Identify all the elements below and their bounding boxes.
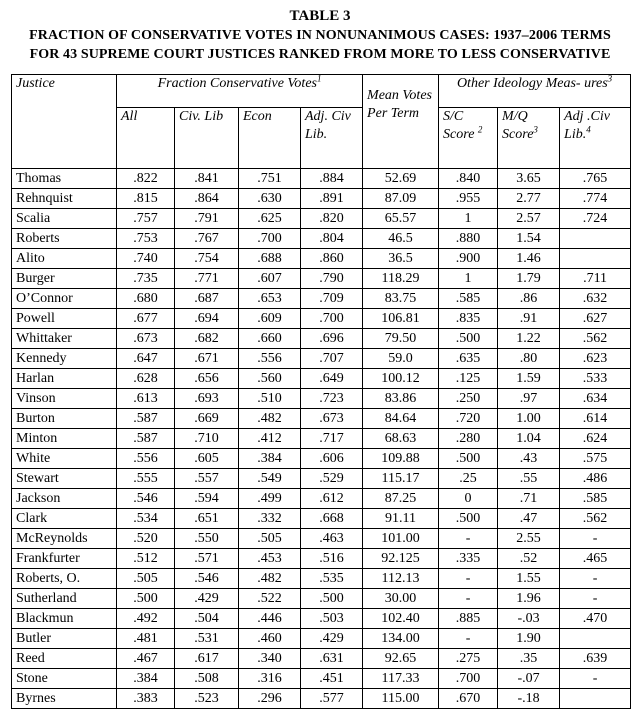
footnote-marker: 3 — [607, 73, 613, 84]
adj-civ-lib-value: .804 — [301, 229, 363, 249]
header-mean-votes: Mean Votes Per Term — [363, 75, 439, 169]
sc-score-value: .125 — [439, 369, 498, 389]
table-row — [12, 229, 631, 249]
all-value: .520 — [117, 529, 175, 549]
sc-score-value: 0 — [439, 489, 498, 509]
justice-name: Burton — [12, 409, 117, 429]
adj-civ-lib-2-value: - — [560, 529, 631, 549]
mean-votes-value: 118.29 — [363, 269, 439, 289]
table-title — [0, 0, 640, 64]
mean-votes-value: 109.88 — [363, 449, 439, 469]
adj-civ-lib-value: .516 — [301, 549, 363, 569]
justice-name: Clark — [12, 509, 117, 529]
civ-lib-value: .687 — [175, 289, 239, 309]
civ-lib-value: .571 — [175, 549, 239, 569]
mean-votes-value: 83.75 — [363, 289, 439, 309]
sc-score-value: .585 — [439, 289, 498, 309]
civ-lib-value: .504 — [175, 609, 239, 629]
mq-score-value: 1.00 — [498, 409, 560, 429]
adj-civ-lib-value: .631 — [301, 649, 363, 669]
table-row — [12, 589, 631, 609]
mean-votes-value: 30.00 — [363, 589, 439, 609]
adj-civ-lib-value: .673 — [301, 409, 363, 429]
civ-lib-value: .671 — [175, 349, 239, 369]
justice-name: Scalia — [12, 209, 117, 229]
justice-name: Harlan — [12, 369, 117, 389]
table-row — [12, 449, 631, 469]
sc-score-value: .670 — [439, 689, 498, 709]
table-row — [12, 329, 631, 349]
adj-civ-lib-2-value — [560, 629, 631, 649]
mean-votes-value: 106.81 — [363, 309, 439, 329]
econ-value: .505 — [239, 529, 301, 549]
mean-votes-value: 115.17 — [363, 469, 439, 489]
table-number: TABLE 3 — [289, 8, 351, 24]
mq-score-value: 2.57 — [498, 209, 560, 229]
adj-civ-lib-2-value: .765 — [560, 169, 631, 189]
adj-civ-lib-value: .606 — [301, 449, 363, 469]
table-row — [12, 549, 631, 569]
justice-name: Stone — [12, 669, 117, 689]
adj-civ-lib-value: .820 — [301, 209, 363, 229]
all-value: .753 — [117, 229, 175, 249]
header-fraction-group: Fraction Conservative Votes$^1$ — [117, 75, 363, 108]
mean-votes-value: 83.86 — [363, 389, 439, 409]
justice-name: Reed — [12, 649, 117, 669]
table-row — [12, 189, 631, 209]
mq-score-value: 1.90 — [498, 629, 560, 649]
civ-lib-value: .754 — [175, 249, 239, 269]
adj-civ-lib-value: .700 — [301, 309, 363, 329]
econ-value: .446 — [239, 609, 301, 629]
mq-score-value: .47 — [498, 509, 560, 529]
adj-civ-lib-2-value — [560, 229, 631, 249]
mean-votes-value: 79.50 — [363, 329, 439, 349]
mean-votes-value: 134.00 — [363, 629, 439, 649]
adj-civ-lib-2-value: .624 — [560, 429, 631, 449]
civ-lib-value: .617 — [175, 649, 239, 669]
header-ideology-group: Other Ideology Meas- ures$^3$ — [439, 75, 631, 108]
mq-score-value: .55 — [498, 469, 560, 489]
justices-table — [11, 74, 631, 709]
adj-civ-lib-2-value: .562 — [560, 329, 631, 349]
civ-lib-value: .508 — [175, 669, 239, 689]
sc-score-value: - — [439, 569, 498, 589]
justice-name: Byrnes — [12, 689, 117, 709]
all-value: .384 — [117, 669, 175, 689]
mq-score-value: 1.04 — [498, 429, 560, 449]
civ-lib-value: .791 — [175, 209, 239, 229]
mean-votes-value: 115.00 — [363, 689, 439, 709]
justice-name: Kennedy — [12, 349, 117, 369]
all-value: .822 — [117, 169, 175, 189]
mean-votes-value: 59.0 — [363, 349, 439, 369]
all-value: .383 — [117, 689, 175, 709]
sc-score-value: .335 — [439, 549, 498, 569]
header-econ: Econ — [239, 108, 301, 169]
sc-score-value: .250 — [439, 389, 498, 409]
civ-lib-value: .694 — [175, 309, 239, 329]
adj-civ-lib-value: .500 — [301, 589, 363, 609]
sc-score-value: .955 — [439, 189, 498, 209]
justice-name: Thomas — [12, 169, 117, 189]
econ-value: .688 — [239, 249, 301, 269]
adj-civ-lib-value: .463 — [301, 529, 363, 549]
all-value: .647 — [117, 349, 175, 369]
adj-civ-lib-value: .529 — [301, 469, 363, 489]
adj-civ-lib-2-value: .711 — [560, 269, 631, 289]
table-row — [12, 349, 631, 369]
mean-votes-value: 68.63 — [363, 429, 439, 449]
adj-civ-lib-2-value: .533 — [560, 369, 631, 389]
footnote-marker: 4 — [586, 124, 591, 135]
mq-score-value: -.03 — [498, 609, 560, 629]
table-row — [12, 669, 631, 689]
mq-score-value: 1.96 — [498, 589, 560, 609]
mq-score-value: .97 — [498, 389, 560, 409]
civ-lib-value: .669 — [175, 409, 239, 429]
econ-value: .482 — [239, 569, 301, 589]
sc-score-value: 1 — [439, 209, 498, 229]
econ-value: .609 — [239, 309, 301, 329]
justice-name: Roberts, O. — [12, 569, 117, 589]
sc-score-value: .900 — [439, 249, 498, 269]
adj-civ-lib-value: .668 — [301, 509, 363, 529]
adj-civ-lib-2-value: .623 — [560, 349, 631, 369]
title-line-2: FOR 43 SUPREME COURT JUSTICES RANKED FROM MORE TO LESS CONSERVATIVE — [29, 47, 611, 62]
table-row — [12, 629, 631, 649]
sc-score-value: .635 — [439, 349, 498, 369]
mq-score-value: 1.54 — [498, 229, 560, 249]
econ-value: .522 — [239, 589, 301, 609]
econ-value: .460 — [239, 629, 301, 649]
adj-civ-lib-value: .790 — [301, 269, 363, 289]
mean-votes-value: 117.33 — [363, 669, 439, 689]
all-value: .555 — [117, 469, 175, 489]
table-row — [12, 609, 631, 629]
adj-civ-lib-2-value — [560, 249, 631, 269]
all-value: .680 — [117, 289, 175, 309]
sc-score-value: .500 — [439, 329, 498, 349]
adj-civ-lib-value: .707 — [301, 349, 363, 369]
adj-civ-lib-2-value: .470 — [560, 609, 631, 629]
all-value: .587 — [117, 429, 175, 449]
econ-value: .560 — [239, 369, 301, 389]
header-adj-civ-lib: Adj. Civ Lib. — [301, 108, 363, 169]
adj-civ-lib-2-value: - — [560, 569, 631, 589]
header-all: All — [117, 108, 175, 169]
mean-votes-value: 87.25 — [363, 489, 439, 509]
econ-value: .340 — [239, 649, 301, 669]
civ-lib-value: .841 — [175, 169, 239, 189]
table-row — [12, 489, 631, 509]
econ-value: .499 — [239, 489, 301, 509]
justice-name: Burger — [12, 269, 117, 289]
mean-votes-value: 92.65 — [363, 649, 439, 669]
adj-civ-lib-value: .709 — [301, 289, 363, 309]
adj-civ-lib-value: .649 — [301, 369, 363, 389]
table-row — [12, 289, 631, 309]
civ-lib-value: .682 — [175, 329, 239, 349]
justice-name: White — [12, 449, 117, 469]
justice-name: McReynolds — [12, 529, 117, 549]
sc-score-value: - — [439, 629, 498, 649]
header-civ-lib: Civ. Lib — [175, 108, 239, 169]
econ-value: .556 — [239, 349, 301, 369]
sc-score-value: .880 — [439, 229, 498, 249]
all-value: .757 — [117, 209, 175, 229]
econ-value: .625 — [239, 209, 301, 229]
justice-name: Jackson — [12, 489, 117, 509]
table-row — [12, 389, 631, 409]
civ-lib-value: .651 — [175, 509, 239, 529]
adj-civ-lib-2-value — [560, 689, 631, 709]
mean-votes-value: 92.125 — [363, 549, 439, 569]
civ-lib-value: .693 — [175, 389, 239, 409]
econ-value: .296 — [239, 689, 301, 709]
adj-civ-lib-2-value: .575 — [560, 449, 631, 469]
civ-lib-value: .546 — [175, 569, 239, 589]
mean-votes-value: 112.13 — [363, 569, 439, 589]
mean-votes-value: 36.5 — [363, 249, 439, 269]
justice-name: Roberts — [12, 229, 117, 249]
adj-civ-lib-2-value: .774 — [560, 189, 631, 209]
econ-value: .607 — [239, 269, 301, 289]
table-row — [12, 369, 631, 389]
mq-score-value: 1.55 — [498, 569, 560, 589]
all-value: .481 — [117, 629, 175, 649]
econ-value: .482 — [239, 409, 301, 429]
adj-civ-lib-2-value: .614 — [560, 409, 631, 429]
justice-name: Minton — [12, 429, 117, 449]
adj-civ-lib-2-value: .486 — [560, 469, 631, 489]
all-value: .505 — [117, 569, 175, 589]
civ-lib-value: .605 — [175, 449, 239, 469]
sc-score-value: - — [439, 589, 498, 609]
econ-value: .332 — [239, 509, 301, 529]
mq-score-value: .91 — [498, 309, 560, 329]
header-adj-civ-lib-2: Adj .Civ Lib.$^4$ — [560, 108, 631, 169]
sc-score-value: .700 — [439, 669, 498, 689]
all-value: .467 — [117, 649, 175, 669]
all-value: .546 — [117, 489, 175, 509]
adj-civ-lib-value: .717 — [301, 429, 363, 449]
adj-civ-lib-2-value: .562 — [560, 509, 631, 529]
adj-civ-lib-2-value: .627 — [560, 309, 631, 329]
adj-civ-lib-value: .577 — [301, 689, 363, 709]
table-row — [12, 269, 631, 289]
mean-votes-value: 52.69 — [363, 169, 439, 189]
civ-lib-value: .710 — [175, 429, 239, 449]
table-row — [12, 209, 631, 229]
civ-lib-value: .531 — [175, 629, 239, 649]
all-value: .500 — [117, 589, 175, 609]
justice-name: Powell — [12, 309, 117, 329]
justice-name: Sutherland — [12, 589, 117, 609]
footnote-marker: 2 — [477, 124, 483, 135]
adj-civ-lib-value: .429 — [301, 629, 363, 649]
adj-civ-lib-value: .723 — [301, 389, 363, 409]
sc-score-value: 1 — [439, 269, 498, 289]
sc-score-value: .840 — [439, 169, 498, 189]
mq-score-value: .43 — [498, 449, 560, 469]
civ-lib-value: .523 — [175, 689, 239, 709]
adj-civ-lib-2-value: - — [560, 589, 631, 609]
table-row — [12, 689, 631, 709]
all-value: .673 — [117, 329, 175, 349]
mq-score-value: .35 — [498, 649, 560, 669]
econ-value: .453 — [239, 549, 301, 569]
header-justice: Justice — [12, 75, 117, 169]
adj-civ-lib-2-value: - — [560, 669, 631, 689]
table-row — [12, 469, 631, 489]
adj-civ-lib-value: .891 — [301, 189, 363, 209]
econ-value: .412 — [239, 429, 301, 449]
justice-name: Vinson — [12, 389, 117, 409]
sc-score-value: .25 — [439, 469, 498, 489]
table-row — [12, 649, 631, 669]
adj-civ-lib-2-value: .634 — [560, 389, 631, 409]
justice-name: Frankfurter — [12, 549, 117, 569]
civ-lib-value: .864 — [175, 189, 239, 209]
sc-score-value: - — [439, 529, 498, 549]
table-row — [12, 429, 631, 449]
sc-score-value: .885 — [439, 609, 498, 629]
adj-civ-lib-2-value: .585 — [560, 489, 631, 509]
all-value: .613 — [117, 389, 175, 409]
adj-civ-lib-value: .503 — [301, 609, 363, 629]
all-value: .587 — [117, 409, 175, 429]
all-value: .556 — [117, 449, 175, 469]
econ-value: .316 — [239, 669, 301, 689]
justice-name: Stewart — [12, 469, 117, 489]
adj-civ-lib-value: .884 — [301, 169, 363, 189]
mq-score-value: .86 — [498, 289, 560, 309]
civ-lib-value: .550 — [175, 529, 239, 549]
mq-score-value: .80 — [498, 349, 560, 369]
sc-score-value: .275 — [439, 649, 498, 669]
adj-civ-lib-value: .612 — [301, 489, 363, 509]
mq-score-value: 2.55 — [498, 529, 560, 549]
table-row — [12, 169, 631, 189]
mq-score-value: -.18 — [498, 689, 560, 709]
table-row — [12, 409, 631, 429]
adj-civ-lib-value: .696 — [301, 329, 363, 349]
justice-name: Rehnquist — [12, 189, 117, 209]
econ-value: .384 — [239, 449, 301, 469]
table-row — [12, 509, 631, 529]
adj-civ-lib-value: .535 — [301, 569, 363, 589]
footnote-marker: 3 — [533, 124, 538, 135]
sc-score-value: .500 — [439, 449, 498, 469]
adj-civ-lib-2-value: .465 — [560, 549, 631, 569]
sc-score-value: .280 — [439, 429, 498, 449]
adj-civ-lib-2-value: .724 — [560, 209, 631, 229]
justice-name: Alito — [12, 249, 117, 269]
adj-civ-lib-value: .860 — [301, 249, 363, 269]
sc-score-value: .500 — [439, 509, 498, 529]
mean-votes-value: 87.09 — [363, 189, 439, 209]
civ-lib-value: .767 — [175, 229, 239, 249]
justice-name: Whittaker — [12, 329, 117, 349]
all-value: .677 — [117, 309, 175, 329]
econ-value: .653 — [239, 289, 301, 309]
mq-score-value: 1.59 — [498, 369, 560, 389]
mq-score-value: 3.65 — [498, 169, 560, 189]
civ-lib-value: .656 — [175, 369, 239, 389]
econ-value: .549 — [239, 469, 301, 489]
mq-score-value: 2.77 — [498, 189, 560, 209]
econ-value: .660 — [239, 329, 301, 349]
table-row — [12, 529, 631, 549]
sc-score-value: .835 — [439, 309, 498, 329]
justice-name: Blackmun — [12, 609, 117, 629]
all-value: .534 — [117, 509, 175, 529]
mq-score-value: .71 — [498, 489, 560, 509]
mq-score-value: -.07 — [498, 669, 560, 689]
mean-votes-value: 102.40 — [363, 609, 439, 629]
header-mq-score: M/Q Score$^3$ — [498, 108, 560, 169]
mean-votes-value: 91.11 — [363, 509, 439, 529]
header-row-groups — [12, 75, 631, 108]
civ-lib-value: .557 — [175, 469, 239, 489]
all-value: .740 — [117, 249, 175, 269]
mq-score-value: .52 — [498, 549, 560, 569]
econ-value: .751 — [239, 169, 301, 189]
econ-value: .630 — [239, 189, 301, 209]
mq-score-value: 1.46 — [498, 249, 560, 269]
civ-lib-value: .594 — [175, 489, 239, 509]
mean-votes-value: 100.12 — [363, 369, 439, 389]
justice-name: Butler — [12, 629, 117, 649]
mean-votes-value: 46.5 — [363, 229, 439, 249]
table-body — [12, 169, 631, 709]
mq-score-value: 1.79 — [498, 269, 560, 289]
econ-value: .510 — [239, 389, 301, 409]
econ-value: .700 — [239, 229, 301, 249]
mean-votes-value: 84.64 — [363, 409, 439, 429]
footnote-marker: 1 — [316, 73, 322, 84]
table-row — [12, 569, 631, 589]
header-sc-score: S/C Score $^2$ — [439, 108, 498, 169]
all-value: .735 — [117, 269, 175, 289]
title-line-1: FRACTION OF CONSERVATIVE VOTES IN NONUNANIMOUS CASES: 1937–2006 TERMS — [29, 28, 611, 43]
adj-civ-lib-value: .451 — [301, 669, 363, 689]
all-value: .492 — [117, 609, 175, 629]
table-row — [12, 309, 631, 329]
all-value: .628 — [117, 369, 175, 389]
civ-lib-value: .429 — [175, 589, 239, 609]
adj-civ-lib-2-value: .632 — [560, 289, 631, 309]
sc-score-value: .720 — [439, 409, 498, 429]
table-row — [12, 249, 631, 269]
justice-name: O’Connor — [12, 289, 117, 309]
mean-votes-value: 101.00 — [363, 529, 439, 549]
adj-civ-lib-2-value: .639 — [560, 649, 631, 669]
mq-score-value: 1.22 — [498, 329, 560, 349]
civ-lib-value: .771 — [175, 269, 239, 289]
mean-votes-value: 65.57 — [363, 209, 439, 229]
all-value: .512 — [117, 549, 175, 569]
all-value: .815 — [117, 189, 175, 209]
